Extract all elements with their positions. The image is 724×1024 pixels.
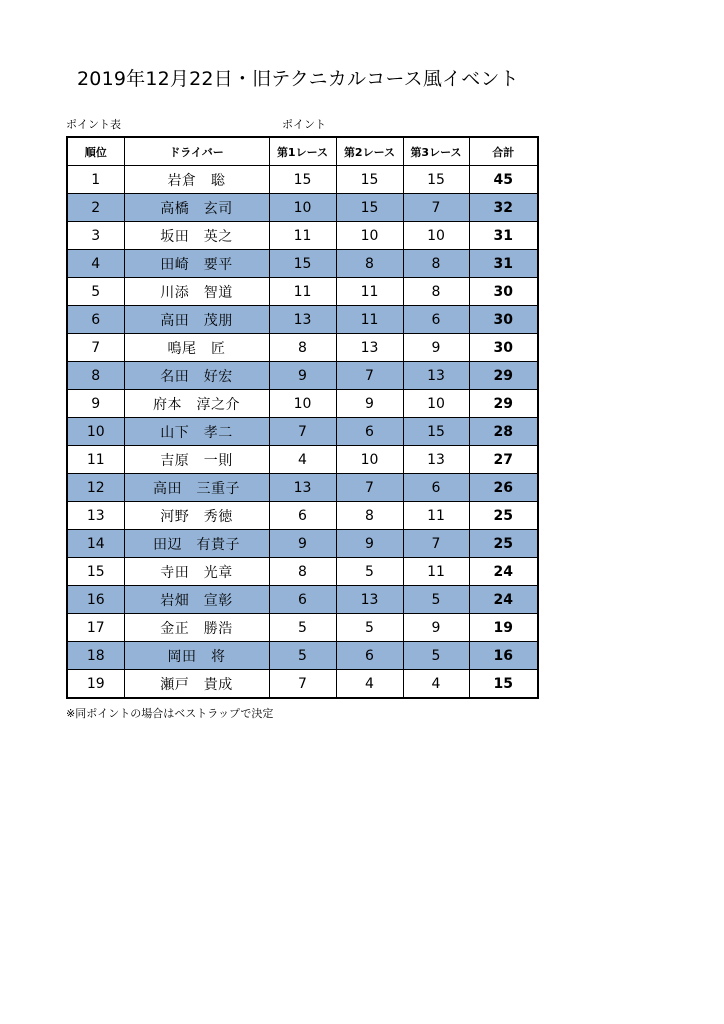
cell-driver: 高田 三重子 [124, 474, 269, 502]
cell-race3: 8 [403, 250, 469, 278]
cell-race2: 4 [336, 670, 403, 699]
table-row [67, 586, 538, 614]
cell-race2: 9 [336, 390, 403, 418]
cell-race1: 5 [269, 614, 336, 642]
cell-total: 28 [469, 418, 538, 446]
cell-race3: 15 [403, 418, 469, 446]
cell-driver: 寺田 光章 [124, 558, 269, 586]
cell-total: 24 [469, 586, 538, 614]
cell-driver: 田崎 要平 [124, 250, 269, 278]
table-row [67, 390, 538, 418]
table-row [67, 614, 538, 642]
cell-rank: 18 [67, 642, 124, 670]
cell-total: 31 [469, 250, 538, 278]
cell-race1: 6 [269, 502, 336, 530]
cell-race2: 15 [336, 194, 403, 222]
cell-rank: 3 [67, 222, 124, 250]
cell-total: 25 [469, 502, 538, 530]
cell-rank: 9 [67, 390, 124, 418]
cell-race3: 13 [403, 362, 469, 390]
cell-driver: 鳴尾 匠 [124, 334, 269, 362]
cell-total: 32 [469, 194, 538, 222]
cell-race2: 13 [336, 586, 403, 614]
cell-rank: 12 [67, 474, 124, 502]
cell-race3: 10 [403, 390, 469, 418]
cell-rank: 17 [67, 614, 124, 642]
cell-total: 29 [469, 362, 538, 390]
table-row [67, 642, 538, 670]
cell-total: 25 [469, 530, 538, 558]
cell-rank: 16 [67, 586, 124, 614]
points-label: ポイント [282, 118, 326, 131]
table-row [67, 250, 538, 278]
cell-driver: 河野 秀徳 [124, 502, 269, 530]
cell-total: 27 [469, 446, 538, 474]
cell-race3: 6 [403, 306, 469, 334]
cell-total: 15 [469, 670, 538, 699]
cell-race1: 9 [269, 362, 336, 390]
table-row [67, 530, 538, 558]
header-race1: 第1レース [269, 137, 336, 166]
cell-race1: 6 [269, 586, 336, 614]
cell-race2: 10 [336, 222, 403, 250]
cell-total: 16 [469, 642, 538, 670]
cell-race2: 8 [336, 250, 403, 278]
cell-driver: 金正 勝浩 [124, 614, 269, 642]
cell-driver: 高田 茂朋 [124, 306, 269, 334]
table-row [67, 670, 538, 699]
cell-race1: 7 [269, 418, 336, 446]
header-race3: 第3レース [403, 137, 469, 166]
cell-race1: 11 [269, 222, 336, 250]
table-row [67, 558, 538, 586]
cell-race3: 5 [403, 642, 469, 670]
table-row [67, 334, 538, 362]
cell-race1: 8 [269, 334, 336, 362]
table-row [67, 362, 538, 390]
cell-race1: 15 [269, 166, 336, 194]
cell-driver: 府本 淳之介 [124, 390, 269, 418]
cell-driver: 山下 孝二 [124, 418, 269, 446]
cell-race3: 13 [403, 446, 469, 474]
cell-driver: 川添 智道 [124, 278, 269, 306]
cell-driver: 岩倉 聡 [124, 166, 269, 194]
cell-total: 30 [469, 278, 538, 306]
cell-driver: 名田 好宏 [124, 362, 269, 390]
cell-rank: 4 [67, 250, 124, 278]
cell-race1: 13 [269, 306, 336, 334]
header-rank: 順位 [67, 137, 124, 166]
cell-race2: 9 [336, 530, 403, 558]
table-row [67, 278, 538, 306]
cell-race3: 7 [403, 530, 469, 558]
cell-race2: 5 [336, 558, 403, 586]
cell-race1: 9 [269, 530, 336, 558]
table-row [67, 418, 538, 446]
cell-driver: 坂田 英之 [124, 222, 269, 250]
cell-race3: 11 [403, 502, 469, 530]
cell-driver: 田辺 有貴子 [124, 530, 269, 558]
cell-rank: 14 [67, 530, 124, 558]
cell-race3: 9 [403, 334, 469, 362]
table-row [67, 194, 538, 222]
cell-rank: 6 [67, 306, 124, 334]
table-row [67, 306, 538, 334]
cell-race2: 15 [336, 166, 403, 194]
cell-rank: 19 [67, 670, 124, 699]
cell-rank: 11 [67, 446, 124, 474]
cell-rank: 8 [67, 362, 124, 390]
cell-race2: 11 [336, 306, 403, 334]
cell-race3: 10 [403, 222, 469, 250]
points-table [66, 136, 539, 699]
cell-total: 31 [469, 222, 538, 250]
header-driver: ドライバー [124, 137, 269, 166]
header-total: 合計 [469, 137, 538, 166]
cell-total: 30 [469, 306, 538, 334]
cell-race2: 8 [336, 502, 403, 530]
cell-rank: 7 [67, 334, 124, 362]
cell-race1: 5 [269, 642, 336, 670]
table-row [67, 446, 538, 474]
cell-race2: 5 [336, 614, 403, 642]
cell-race2: 7 [336, 362, 403, 390]
cell-race1: 10 [269, 194, 336, 222]
cell-race1: 13 [269, 474, 336, 502]
cell-race2: 6 [336, 418, 403, 446]
cell-total: 26 [469, 474, 538, 502]
cell-driver: 高橋 玄司 [124, 194, 269, 222]
cell-race1: 8 [269, 558, 336, 586]
cell-driver: 岡田 将 [124, 642, 269, 670]
cell-race3: 8 [403, 278, 469, 306]
cell-total: 19 [469, 614, 538, 642]
page-title: 2019年12月22日・旧テクニカルコース風イベント [77, 68, 519, 90]
cell-rank: 1 [67, 166, 124, 194]
cell-race2: 10 [336, 446, 403, 474]
cell-driver: 岩畑 宣彰 [124, 586, 269, 614]
cell-total: 29 [469, 390, 538, 418]
cell-driver: 瀬戸 貴成 [124, 670, 269, 699]
table-label: ポイント表 [66, 118, 121, 131]
footnote: ※同ポイントの場合はベストラップで決定 [66, 707, 274, 720]
cell-race2: 11 [336, 278, 403, 306]
cell-race1: 10 [269, 390, 336, 418]
table-row [67, 166, 538, 194]
cell-total: 45 [469, 166, 538, 194]
cell-rank: 10 [67, 418, 124, 446]
cell-race2: 6 [336, 642, 403, 670]
cell-driver: 吉原 一則 [124, 446, 269, 474]
table-row [67, 222, 538, 250]
header-race2: 第2レース [336, 137, 403, 166]
cell-race3: 15 [403, 166, 469, 194]
cell-rank: 13 [67, 502, 124, 530]
cell-race1: 11 [269, 278, 336, 306]
cell-race1: 7 [269, 670, 336, 699]
cell-total: 30 [469, 334, 538, 362]
cell-race2: 7 [336, 474, 403, 502]
cell-race3: 7 [403, 194, 469, 222]
cell-race3: 4 [403, 670, 469, 699]
table-header-row [67, 137, 538, 166]
cell-rank: 15 [67, 558, 124, 586]
cell-race1: 15 [269, 250, 336, 278]
cell-rank: 2 [67, 194, 124, 222]
cell-race1: 4 [269, 446, 336, 474]
table-body [67, 166, 538, 699]
table-row [67, 474, 538, 502]
cell-race2: 13 [336, 334, 403, 362]
cell-total: 24 [469, 558, 538, 586]
cell-race3: 11 [403, 558, 469, 586]
cell-race3: 6 [403, 474, 469, 502]
cell-race3: 5 [403, 586, 469, 614]
table-row [67, 502, 538, 530]
cell-rank: 5 [67, 278, 124, 306]
cell-race3: 9 [403, 614, 469, 642]
